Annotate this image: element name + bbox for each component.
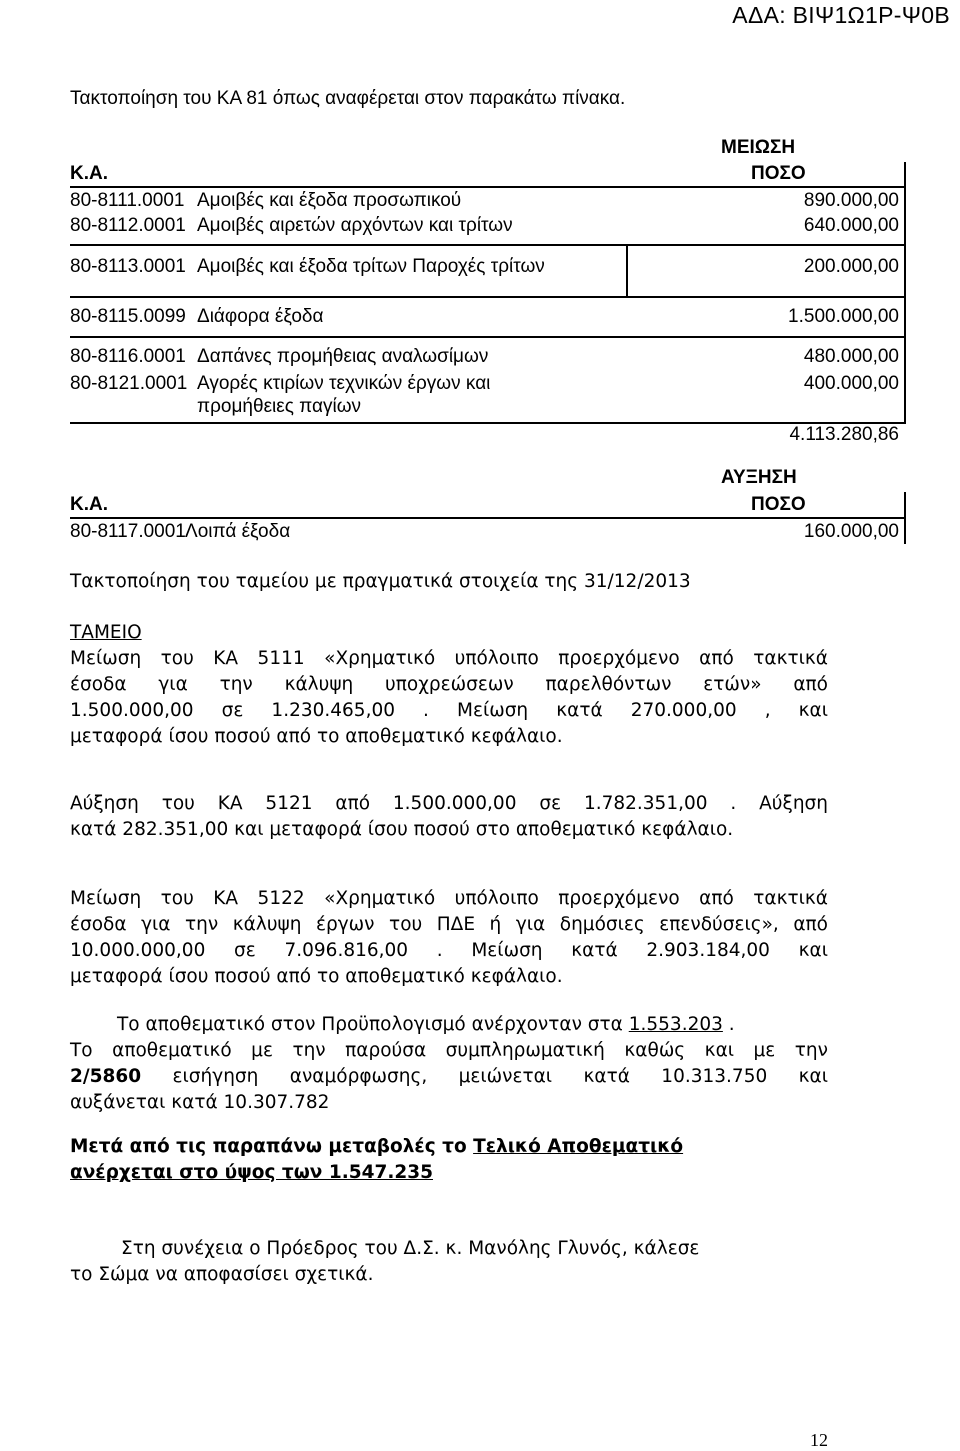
table-row-desc: Δαπάνες προμήθειας αναλωσίμων: [197, 346, 489, 367]
table-row-desc: Αμοιβές αιρετών αρχόντων και τρίτων: [197, 215, 513, 236]
table-row-amount: 480.000,00: [803, 346, 899, 367]
paragraph-ka-5122: [70, 886, 828, 990]
table-row-desc: Αμοιβές και έξοδα τρίτων Παροχές τρίτων: [197, 256, 545, 277]
table-row-amount: 1.500.000,00: [788, 306, 899, 327]
paragraph-reserve: [70, 1012, 828, 1116]
cash-title: Τακτοποίηση του ταμείου με πραγματικά στοιχεία της 31/12/2013: [70, 571, 691, 592]
cash-heading: ΤΑΜΕΙΟ: [70, 622, 142, 643]
paragraph-line: αυξάνεται κατά 10.307.782: [70, 1092, 330, 1113]
paragraph-line: το Σώμα να αποφασίσει σχετικά.: [70, 1264, 374, 1285]
paragraph-line: Μείωση του ΚΑ 5122 «Χρηματικό υπόλοιπο προερχόμενο από τακτικά: [70, 888, 828, 909]
table-border: [70, 296, 906, 298]
table-row-code: 80-8111.0001: [70, 190, 185, 211]
table-row-desc: Αγορές κτιρίων τεχνικών έργων και: [197, 373, 491, 394]
reserve-initial-amount: 1.553.203: [628, 1014, 723, 1035]
proposal-number: 2/5860: [70, 1066, 142, 1087]
increase-col-code: Κ.Α.: [70, 494, 108, 515]
paragraph-line: 10.000.000,00 σε 7.096.816,00 . Μείωση κατά 2.903.184,00 και: [70, 940, 828, 961]
increase-col-amount: ΠΟΣΟ: [751, 494, 806, 515]
paragraph-line: 1.500.000,00 σε 1.230.465,00 . Μείωση κατά 270.000,00 , και: [70, 700, 828, 721]
page-number: 12: [810, 1430, 828, 1450]
table-row-amount: 200.000,00: [803, 256, 899, 277]
decrease-col-amount: ΠΟΣΟ: [751, 163, 806, 184]
table-row-code: 80-8115.0099: [70, 306, 186, 327]
decrease-total: 4.113.280,86: [789, 424, 899, 445]
table-row-code: 80-8117.0001: [70, 521, 186, 542]
table-border: [904, 492, 906, 544]
table-row-amount: 160.000,00: [803, 521, 899, 542]
table-row-amount: 400.000,00: [803, 373, 899, 394]
table-row-desc: Αμοιβές και έξοδα προσωπικού: [197, 190, 462, 211]
table-row-code: 80-8113.0001: [70, 256, 186, 277]
table-row-amount: 640.000,00: [803, 215, 899, 236]
intro-text: Τακτοποίηση του ΚΑ 81 όπως αναφέρεται στον παρακάτω πίνακα.: [70, 88, 626, 109]
paragraph-ka-5121: [70, 791, 828, 843]
paragraph-line: [70, 1064, 828, 1090]
paragraph-line: μεταφορά ίσου ποσού από το αποθεματικό κεφάλαιο.: [70, 726, 563, 747]
paragraph-ka-5111: [70, 646, 828, 750]
reserve-text: .: [722, 1014, 735, 1035]
reserve-text: Το αποθεματικό στον Προϋπολογισμό ανέρχονταν στα: [117, 1014, 629, 1035]
paragraph-line: [70, 1134, 828, 1160]
paragraph-line: Μείωση του ΚΑ 5111 «Χρηματικό υπόλοιπο προερχόμενο από τακτικά: [70, 648, 828, 669]
table-border: [70, 244, 906, 246]
increase-heading: ΑΥΞΗΣΗ: [721, 467, 797, 488]
table-border: [70, 186, 906, 188]
paragraph-line: μεταφορά ίσου ποσού από το αποθεματικό κεφάλαιο.: [70, 966, 563, 987]
paragraph-line: Αύξηση του ΚΑ 5121 από 1.500.000,00 σε 1.782.351,00 . Αύξηση: [70, 793, 828, 814]
table-border: [70, 422, 906, 424]
paragraph-final-reserve: [70, 1134, 828, 1186]
paragraph-closing: [70, 1236, 828, 1288]
table-row-desc: Λοιπά έξοδα: [185, 521, 291, 542]
paragraph-line: έσοδα για την κάλυψη υποχρεώσεων παρελθόντων ετών» από: [70, 674, 828, 695]
paragraph-line: [70, 1012, 828, 1038]
table-row-code: 80-8121.0001: [70, 373, 188, 394]
paragraph-line: κατά 282.351,00 και μεταφορά ίσου ποσού στο αποθεματικό κεφάλαιο.: [70, 819, 734, 840]
final-reserve-amount: ανέρχεται στο ύψος των 1.547.235: [70, 1162, 433, 1183]
document-code: ΑΔΑ: ΒΙΨ1Ω1Ρ-Ψ0Β: [732, 2, 950, 28]
table-border: [626, 244, 628, 298]
table-row-desc: Διάφορα έξοδα: [197, 306, 324, 327]
final-reserve-label: Τελικό Αποθεματικό: [473, 1136, 684, 1157]
table-row-amount: 890.000,00: [803, 190, 899, 211]
paragraph-line: έσοδα για την κάλυψη έργων του ΠΔΕ ή για δημόσιες επενδύσεις», από: [70, 914, 828, 935]
table-row-desc-continued: προμήθειες παγίων: [197, 396, 362, 417]
decrease-col-code: Κ.Α.: [70, 163, 108, 184]
decrease-heading: ΜΕΙΩΣΗ: [721, 137, 796, 158]
table-border: [70, 336, 906, 338]
table-row-code: 80-8116.0001: [70, 346, 186, 367]
final-reserve-text: Μετά από τις παραπάνω μεταβολές το: [70, 1136, 474, 1157]
table-border: [70, 517, 906, 519]
reserve-text: εισήγηση αναμόρφωσης, μειώνεται κατά 10.313.750 και: [141, 1066, 828, 1087]
table-border: [904, 162, 906, 424]
paragraph-line: Στη συνέχεια ο Πρόεδρος του Δ.Σ. κ. Μανόλης Γλυνός, κάλεσε: [121, 1238, 700, 1259]
paragraph-line: Το αποθεματικό με την παρούσα συμπληρωματική καθώς και με την: [70, 1040, 828, 1061]
table-row-code: 80-8112.0001: [70, 215, 186, 236]
